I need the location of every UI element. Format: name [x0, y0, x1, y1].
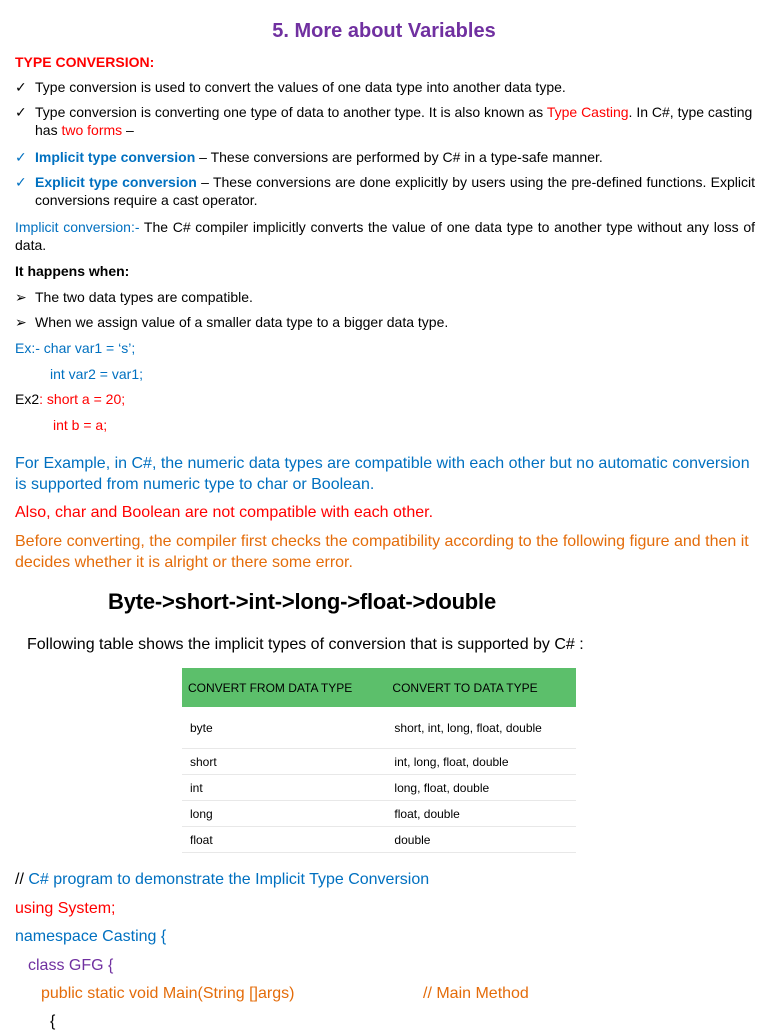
arrow-bullet-icon: ➢: [15, 289, 27, 305]
condition-1: [15, 288, 253, 306]
table-row: [182, 707, 576, 749]
column-header-from: CONVERT FROM DATA TYPE: [182, 668, 386, 707]
table-cell-to: int, long, float, double: [386, 749, 576, 775]
table-cell-to: double: [386, 827, 576, 853]
check-icon: ✓: [15, 79, 27, 95]
conversion-flow-figure: Byte->short->int->long->float->double: [108, 589, 496, 614]
page-title: 5. More about Variables: [272, 20, 496, 42]
table-cell-from: float: [182, 827, 386, 853]
example-2-label: Ex2: [15, 391, 40, 407]
implicit-conversion-paragraph: [15, 218, 755, 254]
code-comment-line: [15, 869, 429, 890]
bullet-2: [15, 103, 755, 139]
table-header-row: [182, 668, 576, 707]
implicit-conversion-table: [182, 668, 576, 853]
table-cell-from: short: [182, 749, 386, 775]
column-header-to: CONVERT TO DATA TYPE: [386, 668, 576, 707]
code-brace-line: {: [50, 1013, 56, 1030]
table-cell-from: byte: [182, 707, 386, 749]
table-intro: Following table shows the implicit types of conversion that is supported by C# :: [27, 636, 584, 653]
check-icon: ✓: [15, 104, 27, 120]
table-cell-to: long, float, double: [386, 775, 576, 801]
example-2-line-1: [15, 390, 125, 408]
table-row: [182, 775, 576, 801]
explicit-term: Explicit type conversion: [35, 174, 197, 190]
bullet-2-text-mid: . In C#, type casting has: [35, 104, 753, 138]
example-2-code-1: : short a = 20;: [39, 391, 126, 407]
type-casting-highlight: Type Casting: [546, 104, 629, 120]
bullet-1-text: Type conversion is used to convert the values of one data type into another data type.: [35, 79, 566, 95]
code-using-line: using System;: [15, 900, 116, 917]
bullet-4-text: – These conversions are done explicitly by users using the pre-defined functions. Explicit conversions require a cast operator.: [35, 174, 755, 208]
implicit-conversion-label: Implicit conversion:-: [15, 219, 140, 235]
code-comment-slashes: //: [15, 871, 29, 888]
check-icon: ✓: [15, 174, 27, 190]
arrow-bullet-icon: ➢: [15, 314, 27, 330]
happens-when-heading: It happens when:: [15, 263, 130, 279]
example-1-line-1: Ex:- char var1 = ‘s’;: [15, 340, 136, 356]
code-class-line: class GFG {: [28, 957, 114, 974]
bullet-3-text: – These conversions are performed by C# in a type-safe manner.: [195, 149, 603, 165]
section-heading-type-conversion: TYPE CONVERSION:: [15, 54, 155, 70]
two-forms-highlight: two forms: [61, 122, 123, 138]
table-row: [182, 827, 576, 853]
example-1-line-2: int var2 = var1;: [50, 366, 143, 382]
code-main-line: public static void Main(String []args): [41, 985, 295, 1002]
code-comment-text: C# program to demonstrate the Implicit Type Conversion: [28, 871, 430, 888]
condition-2-text: When we assign value of a smaller data type to a bigger data type.: [35, 314, 449, 330]
paragraph-char-boolean: Also, char and Boolean are not compatible with each other.: [15, 504, 434, 521]
bullet-2-text-pre: Type conversion is converting one type of data to another type. It is also known as: [35, 104, 547, 120]
paragraph-compatible: For Example, in C#, the numeric data types are compatible with each other but no automatic conversion is supported from numeric type to char or Boolean.: [15, 455, 750, 493]
condition-1-text: The two data types are compatible.: [35, 289, 253, 305]
bullet-3: [15, 148, 755, 166]
bullet-4: [15, 173, 755, 209]
implicit-term: Implicit type conversion: [35, 149, 196, 165]
example-2-line-2: int b = a;: [53, 417, 108, 433]
table-cell-to: short, int, long, float, double: [386, 707, 576, 749]
code-namespace-line: namespace Casting {: [15, 928, 167, 945]
bullet-1: [15, 78, 755, 96]
condition-2: [15, 313, 448, 331]
check-icon: ✓: [15, 149, 27, 165]
code-main-comment: // Main Method: [423, 985, 529, 1002]
bullet-2-text-end: –: [122, 122, 134, 138]
table-cell-from: int: [182, 775, 386, 801]
table-cell-to: float, double: [386, 801, 576, 827]
implicit-conversion-text: The C# compiler implicitly converts the value of one data type to another type without any loss of data.: [15, 219, 755, 253]
table-row: [182, 749, 576, 775]
table-cell-from: long: [182, 801, 386, 827]
paragraph-compiler-check: Before converting, the compiler first checks the compatibility according to the following figure and then it decides whether it is alright or there some error.: [15, 533, 749, 571]
table-row: [182, 801, 576, 827]
